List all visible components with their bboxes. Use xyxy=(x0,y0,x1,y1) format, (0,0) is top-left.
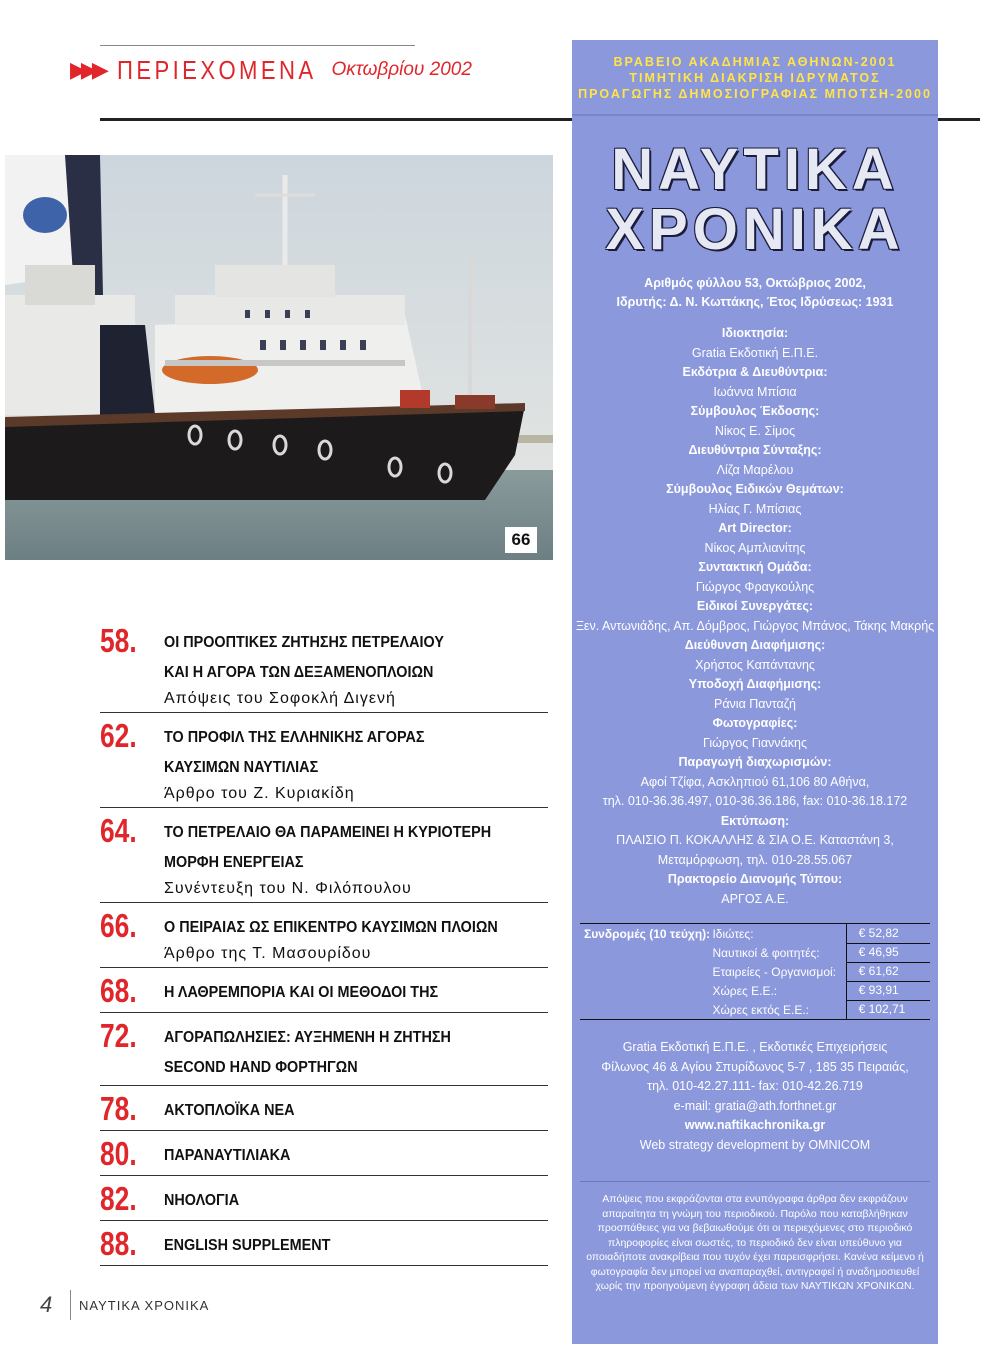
toc-title-line: ΟΙ ΠΡΟΟΠΤΙΚΕΣ ΖΗΤΗΣΗΣ ΠΕΤΡΕΛΑΙΟΥ xyxy=(164,634,444,651)
toc-subtitle: Άρθρο του Ζ. Κυριακίδη xyxy=(164,785,355,802)
cover-photo-ship xyxy=(5,155,553,560)
staff-role: Παραγωγή διαχωρισμών: xyxy=(678,755,832,769)
staff-role: Φωτογραφίες: xyxy=(712,716,798,730)
staff-name: Γιώργος Φραγκούλης xyxy=(695,579,815,594)
award-line: ΠΡΟΑΓΩΓΗΣ ΔΗΜΟΣΙΟΓΡΑΦΙΑΣ ΜΠΟΤΣΗ-2000 xyxy=(578,87,932,101)
staff-name: Λίζα Μαρέλου xyxy=(716,462,794,477)
publisher-info xyxy=(572,1038,938,1155)
toc-title-line: ΚΑΙ Η ΑΓΟΡΑ ΤΩΝ ΔΕΞΑΜΕΝΟΠΛΟΙΩΝ xyxy=(164,664,434,681)
subscription-price: € 52,82 xyxy=(846,924,930,944)
staff-role: Σύμβουλος Έκδοσης: xyxy=(690,404,820,418)
staff-name: Ηλίας Γ. Μπίσιας xyxy=(708,501,802,516)
toc-title-line: ΤΟ ΠΕΤΡΕΛΑΙΟ ΘΑ ΠΑΡΑΜΕΙΝΕΙ Η ΚΥΡΙΟΤΕΡΗ xyxy=(164,824,492,841)
subscription-row xyxy=(580,981,930,1000)
toc-title-line: SECOND HAND ΦΟΡΤΗΓΩΝ xyxy=(164,1059,358,1076)
award-line: ΒΡΑΒΕΙΟ ΑΚΑΔΗΜΙΑΣ ΑΘΗΝΩΝ-2001 xyxy=(613,55,897,69)
toc-entry[interactable] xyxy=(100,1221,548,1266)
staff-role: Υποδοχή Διαφήμισης: xyxy=(688,677,822,691)
toc-page-number: 80. xyxy=(100,1135,137,1172)
staff-name: ΠΛΑΙΣΙΟ Π. ΚΟΚΑΛΛΗΣ & ΣΙΑ Ο.Ε. Καταστάνη 3, xyxy=(616,833,894,847)
staff-name: Γιώργος Γιαννάκης xyxy=(703,735,807,750)
toc-page-number: 82. xyxy=(100,1180,137,1217)
staff-name: Νίκος Ε. Σίμος xyxy=(714,423,796,438)
disclaimer: Απόψεις που εκφράζονται στα ενυπόγραφα άρθρα δεν εκφράζουν απαραίτητα τη γνώμη του περιοδικού. Παρόλο που καταβλήθηκαν προσπάθειες για να βεβαιωθούμε ότι οι περιεχόμενες στο περιοδικό πληροφορίες είναι σωστές, το περιοδικό δεν είναι υπεύθυνο για οποιαδήποτε ανακρίβεια που τυχόν έχει παρεισφρήσει. Κανένα κείμενο ή φωτογραφία δεν μπορεί να αναπαραχθεί, αντιγραφεί ή αναδημοσιευθεί χωρίς την προηγούμενη έγγραφη άδεια των ΝΑΥΤΙΚΩΝ ΧΡΟΝΙΚΩΝ. xyxy=(580,1181,930,1294)
staff-role: Ειδικοί Συνεργάτες: xyxy=(696,599,814,613)
staff-role: Εκτύπωση: xyxy=(720,813,790,828)
toc-page-number: 68. xyxy=(100,972,137,1009)
toc-entry[interactable] xyxy=(100,808,548,903)
toc-title-line: ΑΚΤΟΠΛΟΪΚΑ ΝΕΑ xyxy=(164,1102,295,1119)
staff-role: Ιδιοκτησία: xyxy=(721,326,789,340)
subscription-price: € 61,62 xyxy=(846,962,930,982)
staff-credits xyxy=(572,324,938,909)
toc-entry[interactable] xyxy=(100,618,548,713)
toc-title-line: Ο ΠΕΙΡΑΙΑΣ ΩΣ ΕΠΙΚΕΝΤΡΟ ΚΑΥΣΙΜΩΝ ΠΛΟΙΩΝ xyxy=(164,919,498,936)
toc-entry[interactable] xyxy=(100,903,548,968)
toc-title-line: ΤΟ ΠΡΟΦΙΛ ΤΗΣ ΕΛΛΗΝΙΚΗΣ ΑΓΟΡΑΣ xyxy=(164,729,425,746)
staff-name: τηλ. 010-36.36.497, 010-36.36.186, fax: 010-36.18.172 xyxy=(602,794,908,808)
toc-page-number: 58. xyxy=(100,622,137,659)
award-line: ΤΙΜΗΤΙΚΗ ΔΙΑΚΡΙΣΗ ΙΔΡΥΜΑΤΟΣ xyxy=(629,71,881,85)
subscriptions-table xyxy=(580,923,930,1020)
toc-page-number: 72. xyxy=(100,1017,137,1054)
subscription-category: Ιδιώτες: xyxy=(712,926,754,941)
toc-page-number: 88. xyxy=(100,1225,137,1262)
issue-line: Ιδρυτής: Δ. Ν. Κωττάκης, Έτος Ιδρύσεως: 1931 xyxy=(616,295,894,309)
publisher-line: e-mail: gratia@ath.forthnet.gr xyxy=(673,1098,837,1113)
subscription-row xyxy=(580,924,930,943)
staff-role: Σύμβουλος Ειδικών Θεμάτων: xyxy=(666,482,844,496)
toc-page-number: 64. xyxy=(100,812,137,849)
logo-line: ΝΑΥΤΙΚΑ xyxy=(611,137,899,202)
subscription-category: Χώρες εκτός Ε.Ε.: xyxy=(712,1002,809,1017)
awards xyxy=(572,40,938,102)
staff-name: Gratia Εκδοτική Ε.Π.Ε. xyxy=(691,345,819,360)
staff-name: ΑΡΓΟΣ Α.Ε. xyxy=(721,891,789,906)
staff-name: Χρήστος Καπάντανης xyxy=(695,657,815,672)
issue-line: Αριθμός φύλλου 53, Οκτώβριος 2002, xyxy=(644,276,866,290)
subscription-row xyxy=(580,943,930,962)
masthead-panel xyxy=(572,40,938,1344)
page-footer xyxy=(40,1290,209,1320)
subscription-row xyxy=(580,1000,930,1019)
subscription-row xyxy=(580,962,930,981)
issue-info xyxy=(572,274,938,312)
toc-page-number: 78. xyxy=(100,1090,137,1127)
staff-role: Εκδότρια & Διευθύντρια: xyxy=(682,365,828,379)
website-link[interactable]: www.naftikachronika.gr xyxy=(684,1118,826,1132)
subscriptions-label: Συνδρομές (10 τεύχη): xyxy=(584,926,711,941)
toc-title-line: ΑΓΟΡΑΠΩΛΗΣΙΕΣ: ΑΥΞΗΜΕΝΗ Η ΖΗΤΗΣΗ xyxy=(164,1029,451,1046)
toc-title-line: ΜΟΡΦΗ ΕΝΕΡΓΕΙΑΣ xyxy=(164,854,304,871)
toc-subtitle: Συνέντευξη του Ν. Φιλόπουλου xyxy=(164,880,412,897)
publisher-line: τηλ. 010-42.27.111- fax: 010-42.26.719 xyxy=(647,1079,863,1093)
staff-name: Ξεν. Αντωνιάδης, Απ. Δόμβρος, Γιώργος Μπάνος, Τάκης Μακρής xyxy=(575,618,935,633)
subscription-price: € 93,91 xyxy=(846,981,930,1001)
toc-entry[interactable] xyxy=(100,1086,548,1131)
staff-role: Art Director: xyxy=(718,521,792,535)
triple-arrow-icon: ▶▶▶ xyxy=(70,57,103,83)
staff-role: Συντακτική Ομάδα: xyxy=(698,560,812,574)
page-number: 4 xyxy=(40,1292,53,1317)
toc-subtitle: Απόψεις του Σοφοκλή Διγενή xyxy=(164,690,396,707)
toc-entry[interactable] xyxy=(100,1131,548,1176)
toc-subtitle: Άρθρο της Τ. Μασουρίδου xyxy=(164,945,372,962)
toc-page-number: 62. xyxy=(100,717,137,754)
subscription-category: Ναυτικοί & φοιτητές: xyxy=(712,945,820,960)
subscription-category: Χώρες Ε.Ε.: xyxy=(712,983,778,998)
toc-entry[interactable] xyxy=(100,1176,548,1221)
section-title: ΠΕΡΙΕΧΟΜΕΝΑ xyxy=(116,54,317,85)
photo-page-number: 66 xyxy=(505,527,537,553)
staff-role: Πρακτορείο Διανομής Τύπου: xyxy=(667,872,843,886)
header-rule-top xyxy=(100,45,415,46)
toc-entry[interactable] xyxy=(100,713,548,808)
staff-role: Διεύθυνση Διαφήμισης: xyxy=(684,638,826,652)
staff-name: Ράνια Πανταζή xyxy=(713,696,797,711)
toc-title-line: ΝΗΟΛΟΓΙΑ xyxy=(164,1192,240,1209)
staff-name: Ιωάννα Μπίσια xyxy=(713,384,797,399)
toc-entry[interactable] xyxy=(100,968,548,1013)
staff-name: Αφοί Τζίφα, Ασκληπιού 61,106 80 Αθήνα, xyxy=(640,774,870,789)
web-credit: Web strategy development by OMNICOM xyxy=(639,1137,871,1152)
subscription-price: € 102,71 xyxy=(846,1000,930,1020)
footer-divider xyxy=(70,1290,71,1320)
staff-role: Διευθύντρια Σύνταξης: xyxy=(688,443,822,457)
toc-title-line: ΚΑΥΣΙΜΩΝ ΝΑΥΤΙΛΙΑΣ xyxy=(164,759,319,776)
footer-magazine-name: ΝΑΥΤΙΚΑ ΧΡΟΝΙΚΑ xyxy=(79,1297,210,1313)
toc-page-number: 66. xyxy=(100,907,137,944)
staff-name: Νίκος Αμπλιανίτης xyxy=(704,540,806,555)
toc-entry[interactable] xyxy=(100,1013,548,1086)
toc-title-line: ΠΑΡΑΝΑΥΤΙΛΙΑΚΑ xyxy=(164,1147,291,1164)
logo-line: ΧΡΟΝΙΚΑ xyxy=(605,197,905,262)
publisher-line: Gratia Εκδοτική Ε.Π.Ε. , Εκδοτικές Επιχειρήσεις xyxy=(622,1040,888,1054)
table-of-contents xyxy=(100,618,548,1266)
subscription-category: Εταιρείες - Οργανισμοί: xyxy=(712,964,837,979)
issue-date: Οκτωβρίου 2002 xyxy=(331,59,472,80)
subscription-price: € 46,95 xyxy=(846,943,930,963)
toc-title-line: ENGLISH SUPPLEMENT xyxy=(164,1237,331,1254)
toc-title-line: Η ΛΑΘΡΕΜΠΟΡΙΑ ΚΑΙ ΟΙ ΜΕΘΟΔΟΙ ΤΗΣ xyxy=(164,984,439,1001)
page-header xyxy=(70,50,472,90)
staff-name: Μεταμόρφωση, τηλ. 010-28.55.067 xyxy=(657,852,853,867)
publisher-line: Φίλωνος 46 & Αγίου Σπυρίδωνος 5-7 , 185 35 Πειραιάς, xyxy=(601,1059,909,1074)
magazine-logo xyxy=(572,137,938,262)
